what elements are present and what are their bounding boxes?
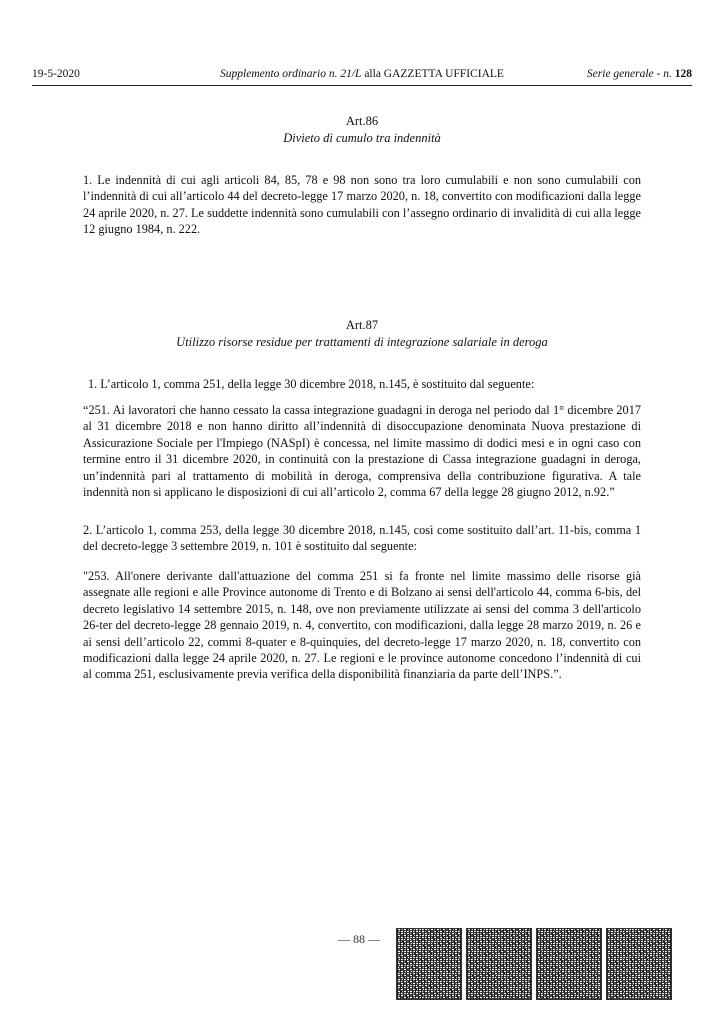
article-86-paragraph-1: 1. Le indennità di cui agli articoli 84, 85, 78 e 98 non sono tra loro cumulabili e non sono cumulabili con l’indennità di cui all’articolo 44 del decreto-legge 17 marzo 2020, n. 18, convertito con modificazioni dalla legge 24 aprile 2020, n. 27. Le suddette indennità sono cumulabili con l’assegno ordinario di invalidità di cui alla legge 12 giugno 1984, n. 222. xyxy=(83,173,641,237)
header-series-number: 128 xyxy=(674,68,692,80)
page-number: — 88 — xyxy=(338,932,380,946)
header-series-label: Serie generale - n. xyxy=(586,68,675,80)
header-gazette: alla GAZZETTA UFFICIALE xyxy=(361,68,504,80)
article-87-paragraph-3: 2. L’articolo 1, comma 253, della legge 30 dicembre 2018, n.145, così come sostituito dall’art. 11-bis, comma 1 del decreto-legge 3 settembre 2019, n. 101 è sostituito dal seguente: xyxy=(83,523,641,554)
article-87-paragraph-2: “251. Ai lavoratori che hanno cessato la cassa integrazione guadagni in deroga nel periodo dal 1° dicembre 2017 al 31 dicembre 2018 e non hanno diritto all’indennità di disoccupazione denominata Nuova prestazione di Assicurazione Sociale per l'Impiego (NASpI) è concessa, nel limite massimo di dodici mesi e in ogni caso con termine entro il 31 dicembre 2020, in continuità con la prestazione di Cassa integrazione guadagni in deroga, un’indennità pari al trattamento di mobilità in deroga, comprensiva della contribuzione figurativa. A tale indennità non si applicano le disposizioni di cui all’articolo 2, comma 67 della legge 28 giugno 2012, n.92.” xyxy=(83,403,641,500)
page-header xyxy=(32,68,692,84)
article-87-paragraph-1: 1. L’articolo 1, comma 251, della legge 30 dicembre 2018, n.145, è sostituito dal seguente: xyxy=(88,377,535,391)
article-87-number: Art.87 xyxy=(345,318,379,332)
article-86-title: Divieto di cumulo tra indennità xyxy=(283,131,441,145)
header-series xyxy=(587,68,692,80)
header-supplement: Supplemento ordinario n. 21/L xyxy=(220,68,362,80)
article-87-paragraph-4: "253. All'onere derivante dall'attuazione del comma 251 si fa fronte nel limite massimo delle risorse già assegnate alle regioni e alle Province autonome di Trento e di Bolzano ai sensi dell'articolo 44, comma 6-bis, del decreto legislativo 14 settembre 2015, n. 148, ove non previamente utilizzate ai sensi del comma 3 dell'articolo 26-ter del decreto-legge 28 gennaio 2019, n. 4, convertito, con modificazioni, dalla legge 28 marzo 2019, n. 26 e ai sensi dell’articolo 22, commi 8-quater e 8-quinquies, del decreto-legge 17 marzo 2020, n. 18, convertito con modificazioni dalla legge 24 aprile 2020, n. 27. Le regioni e le province autonome concedono l’indennità di cui al comma 251, esclusivamente previa verifica della disponibilità finanziaria da parte dell’INPS.”. xyxy=(83,569,641,682)
datamatrix-code-1 xyxy=(396,928,462,1000)
datamatrix-code-3 xyxy=(536,928,602,1000)
datamatrix-code-4 xyxy=(606,928,672,1000)
article-87-title: Utilizzo risorse residue per trattamenti di integrazione salariale in deroga xyxy=(176,335,548,349)
page-footer xyxy=(0,928,724,998)
datamatrix-code-2 xyxy=(466,928,532,1000)
article-86-number: Art.86 xyxy=(345,114,379,128)
header-divider xyxy=(32,85,692,86)
header-date: 19-5-2020 xyxy=(32,68,80,80)
